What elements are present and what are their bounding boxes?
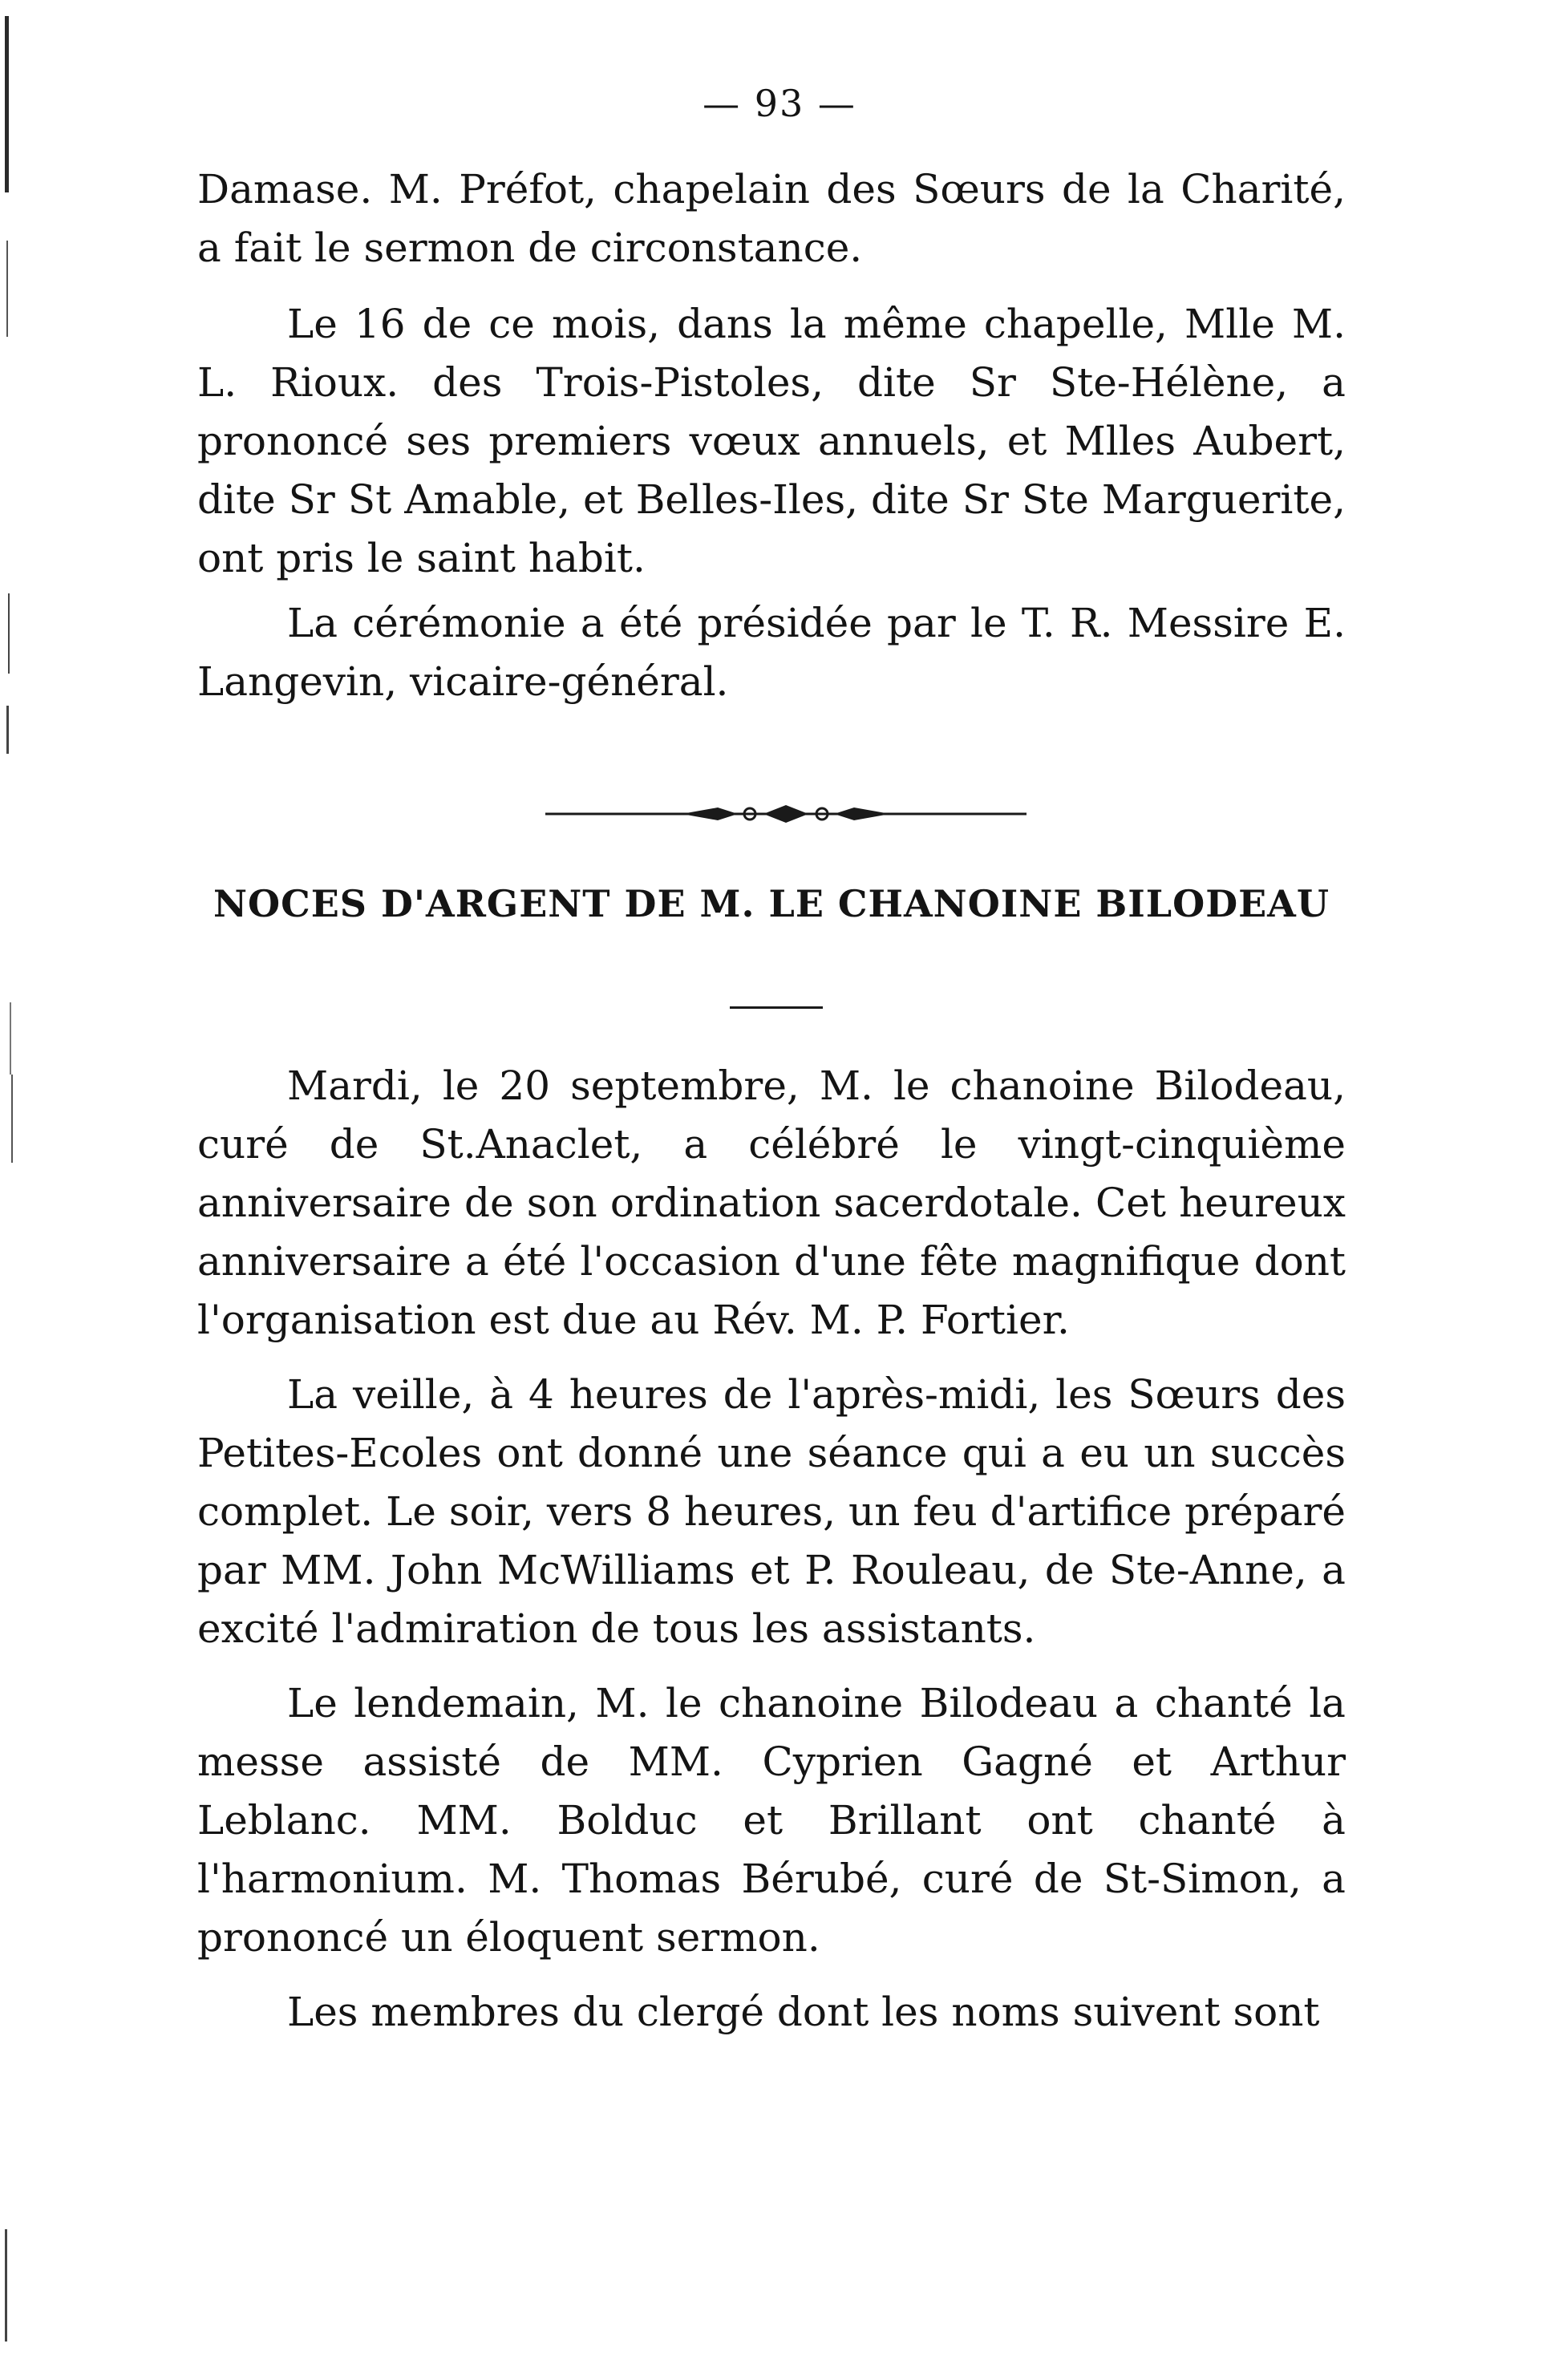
paragraph-ceremony: La cérémonie a été présidée par le T. R. Messire E. Langevin, vicaire-général. [197,600,1346,705]
paragraph-clergy: Les membres du clergé dont les noms suivent sont [287,1989,1320,2035]
decorative-divider [545,794,1027,834]
page-number: — 93 — [703,82,856,125]
scan-edge-marks [0,0,32,2380]
paragraph-sermon: Damase. M. Préfot, chapelain des Sœurs de la Charité, a fait le sermon de circonstance. [197,166,1346,271]
section-one-text [197,160,1346,711]
section-two-text [197,1057,1346,2042]
heading-rule [730,1006,823,1009]
paragraph-mass: Le lendemain, M. le chanoine Bilodeau a chanté la messe assisté de MM. Cyprien Gagné et Arthur Leblanc. MM. Bolduc et Brillant ont chanté à l'harmonium. M. Thomas Bérubé, curé de St-Simon, a prononcé un éloquent sermon. [197,1680,1346,1961]
paragraph-eve: La veille, à 4 heures de l'après-midi, les Sœurs des Petites-Ecoles ont donné une séance qui a eu un succès complet. Le soir, vers 8 heures, un feu d'artifice préparé par MM. John McWilliams et P. Rouleau, de Ste-Anne, a excité l'admiration de tous les assistants. [197,1371,1346,1652]
section-heading: NOCES D'ARGENT DE M. LE CHANOINE BILODEAU [213,882,1330,925]
paragraph-anniversary: Mardi, le 20 septembre, M. le chanoine Bilodeau, curé de St.Anaclet, a célébré le vingt-cinquième anniversaire de son ordination sacerdotale. Cet heureux anniversaire a été l'occasion d'une fête magnifique dont l'organisation est due au Rév. M. P. Fortier. [197,1062,1346,1343]
paragraph-vows: Le 16 de ce mois, dans la même chapelle, Mlle M. L. Rioux. des Trois-Pistoles, dite Sr Ste-Hélène, a prononcé ses premiers vœux annuels, et Mlles Aubert, dite Sr St Amable, et Belles-Iles, dite Sr Ste Marguerite, ont pris le saint habit. [197,301,1346,581]
